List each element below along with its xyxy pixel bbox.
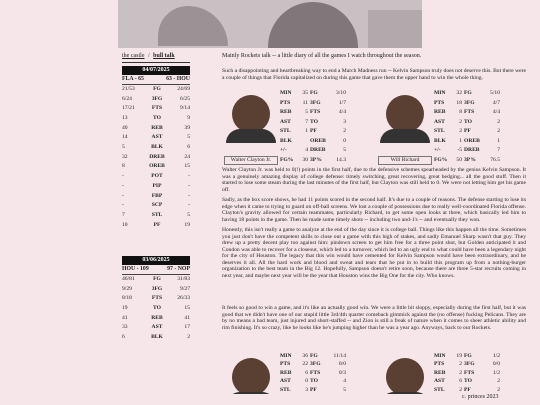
team-a-value: 14	[122, 134, 128, 141]
team-a-value: 41	[122, 314, 128, 321]
player-stats	[434, 352, 526, 394]
player-photo	[376, 352, 434, 394]
player-photo	[376, 89, 434, 165]
stat-label: PTS	[280, 361, 291, 368]
stat-row	[122, 304, 190, 314]
stat-row	[122, 162, 190, 172]
stat-label: MIN	[280, 90, 292, 96]
stat-value: 1/7	[338, 99, 346, 106]
stat-label: FG	[464, 90, 472, 96]
game-teams	[122, 75, 190, 85]
stat-value: 18	[456, 99, 462, 106]
team-a-value: -	[122, 202, 124, 209]
stat-value: 2	[497, 386, 500, 393]
stat-label: FG%	[434, 156, 448, 163]
stat-label: FG	[310, 90, 318, 96]
stat-value: 11/14	[333, 353, 346, 359]
stat-label: OREB	[464, 137, 480, 144]
stat-label: PF	[310, 386, 317, 393]
team-b-score: 97 - NOP	[167, 266, 190, 272]
stat-label: FBP	[151, 192, 163, 199]
stat-label: PTS	[280, 99, 291, 106]
stat-value: 5/10	[490, 90, 500, 96]
article-1-body	[222, 167, 526, 283]
team-a-value: 6	[122, 334, 125, 341]
team-a-value: 40	[122, 124, 128, 131]
team-a-value: 5	[122, 144, 125, 151]
stat-value: 36	[302, 353, 308, 359]
article-paragraph: It feels so good to win a game, and it's like an actually good win. We were a little bit sloppy, especially during the first half, but it was good that we didn't have one of our stupid little 3rd/4th quarter comeback gimmick against the (no offense) fucking Pelicans. They are by no means a bad team, just injured and short-staffed -- and Zion is still a freak of nature when it comes to sheer athletic ability and rim finishing. It's so crazy, like he looks like he's jumping higher than he was a year ago. Anyways, back to our Rockets.	[222, 305, 526, 331]
stat-value: 3	[343, 118, 346, 125]
team-a-value: 13	[122, 115, 128, 122]
stat-value: 35	[302, 90, 308, 96]
team-a-value: -	[122, 192, 124, 199]
stat-label: 3FG	[151, 95, 163, 102]
stat-label: PF	[464, 128, 471, 134]
stat-label: REB	[151, 124, 163, 131]
stat-label: FTS	[310, 109, 321, 115]
stat-row	[122, 133, 190, 143]
team-b-value: -	[188, 173, 190, 180]
stat-label: FG%	[280, 156, 294, 163]
stat-row	[122, 124, 190, 134]
stat-row	[122, 333, 190, 343]
stat-label: PTS	[434, 99, 445, 106]
stat-row	[122, 221, 190, 231]
stat-row	[122, 153, 190, 163]
header-banner-image	[118, 0, 422, 48]
footer-copyright: c. princes 2023	[462, 394, 499, 400]
stat-label: STL	[434, 386, 445, 393]
team-a-value: -	[122, 173, 124, 180]
team-b-value: 26/33	[177, 295, 190, 302]
stat-value: 7	[305, 118, 308, 125]
stat-value: 4	[343, 378, 346, 385]
page-intro: Mainly Rockets talk -- a little diary of all the games I watch throughout the season.	[222, 53, 422, 59]
team-b-value: 24	[184, 153, 190, 160]
player-name: Walter Clayton Jr.	[224, 156, 278, 165]
player-photo	[222, 89, 280, 165]
stat-value: 32	[456, 90, 462, 96]
stat-value: 2	[459, 386, 462, 393]
stat-row	[122, 294, 190, 304]
team-b-value: 2	[187, 334, 190, 341]
stat-label: REB	[280, 109, 292, 115]
team-b-value: 17	[184, 324, 190, 331]
stat-value: 8	[459, 109, 462, 115]
stat-value: 2	[497, 128, 500, 134]
stat-label: 3FG	[310, 99, 321, 106]
team-b-value: 15	[184, 305, 190, 312]
breadcrumb	[122, 53, 175, 60]
stat-row	[122, 192, 190, 202]
nav-link-castle[interactable]: the castle	[122, 53, 145, 59]
stat-label: REB	[280, 369, 292, 376]
stat-label: MIN	[434, 90, 446, 96]
stat-value: 2	[343, 128, 346, 134]
team-a-value: 32	[122, 153, 128, 160]
stat-value: 11	[302, 99, 308, 106]
stat-label: PF	[153, 221, 161, 228]
stat-label: FTS	[151, 295, 163, 302]
team-a-value: 19	[122, 305, 128, 312]
stat-label: FTS	[464, 109, 475, 115]
stat-row	[122, 114, 190, 124]
stat-label: AST	[151, 324, 163, 331]
team-b-value: -	[188, 182, 190, 189]
player-card	[376, 89, 526, 165]
stat-label: TO	[310, 378, 318, 385]
stat-value: 0	[343, 137, 346, 144]
stat-value: 2	[497, 378, 500, 385]
stat-label: AST	[280, 378, 291, 385]
player-card	[376, 352, 526, 394]
stat-label: +/-	[280, 147, 287, 153]
team-b-value: 5	[187, 134, 190, 141]
stat-row	[122, 95, 190, 105]
stat-label: AST	[434, 378, 445, 385]
player-stats	[434, 89, 526, 165]
stat-value: -5	[457, 147, 462, 153]
team-b-value: 24/69	[177, 85, 190, 92]
stat-label: MIN	[434, 353, 446, 359]
stat-value: 30	[302, 156, 308, 163]
stat-value: 2	[459, 361, 462, 368]
team-b-value: 9/27	[180, 285, 190, 292]
stat-label: TO	[153, 305, 161, 312]
stat-label: POT	[151, 173, 163, 180]
stat-label: REB	[434, 109, 446, 115]
stat-label: FTS	[151, 105, 163, 112]
stat-value: 2	[497, 118, 500, 125]
team-a-value: 7	[122, 211, 125, 218]
stat-row	[122, 211, 190, 221]
game-date: 04/07/2025	[122, 66, 190, 75]
stat-label: DREB	[464, 147, 480, 153]
stat-label: BLK	[151, 144, 163, 151]
stat-label: 3FG	[464, 99, 475, 106]
scorebox-game-1	[122, 66, 190, 230]
stat-value: 1	[459, 137, 462, 144]
team-b-value: 9	[187, 115, 190, 122]
stat-label: PTS	[434, 361, 445, 368]
article-paragraph: Honestly, this isn't really a game to analyze at the end of the day since it is college ball. Things like this happen all the time. Sometimes you just don't have the competent skills to close out a game with this high of stakes, and sadly Emanuel Sharp wasn't that guy. They drew up a pretty decent play too against him: pindown screen to get him free for a three point shot, but Golden anticipated it and Condon was able to recover for a closeout, which led to a turnover, which led to an ugly end to what could have been a legendary night for the city of Houston. The legacy that this win would have cemented for Kelvin Sampson would have been extraordinary, and he deserves it all. All the hard work and blood and sweat and tears that he put in to build this program up from a nothing-burger organization to the best team in the Big 12. Hopefully, Sampson doesn't retire soon, because there are three 5-star recruits coming in next year, and maybe next year will be the year that Houston wins the Big One for the city. Who knows.	[222, 227, 526, 279]
stat-label: STL	[434, 128, 445, 134]
stat-value: 3	[305, 386, 308, 393]
article-2-intro	[222, 305, 526, 335]
player-photo	[222, 352, 280, 394]
team-b-value: 5	[187, 211, 190, 218]
stat-value: 50	[456, 156, 462, 163]
stat-value: 2	[459, 118, 462, 125]
stat-label: FTS	[464, 369, 475, 376]
stat-value: 5	[343, 147, 346, 153]
stat-row	[122, 314, 190, 324]
team-a-value: 21/53	[122, 85, 135, 92]
stat-value: 1/2	[492, 353, 500, 359]
stat-label: 3FG	[151, 285, 163, 292]
article-paragraph: Walter Clayton Jr. was held to 0(!) points in the first half, due to the defensive schemes spearheaded by the genius Kelvin Sampson. It was a genuinely amazing display of college defense: timely switching, great recovering, great hedging... all the good stuff. Then it started to lose some steam during the last minutes of the first half, but Clayton was still held to 0. We were not letting him get his game off.	[222, 167, 526, 193]
stat-label: TO	[464, 118, 472, 125]
team-a-value: 33	[122, 324, 128, 331]
player-stats	[280, 352, 372, 394]
stat-value: 1	[305, 128, 308, 134]
team-a-value: 10	[122, 221, 128, 228]
stat-value: 4/4	[338, 109, 346, 115]
stat-label: DREB	[149, 153, 165, 160]
stat-value: 5	[305, 109, 308, 115]
team-b-score: 63 - HOU	[166, 76, 190, 82]
stat-label: STL	[280, 128, 291, 134]
player-card	[222, 89, 372, 165]
team-a-value: -	[122, 182, 124, 189]
stat-value: 2	[459, 369, 462, 376]
stat-label: FG	[153, 275, 161, 282]
stat-label: 3P%	[310, 156, 322, 163]
stat-label: 3FG	[310, 361, 321, 368]
team-a-value: 17/21	[122, 105, 135, 112]
stat-label: DREB	[310, 147, 326, 153]
stat-label: STL	[280, 386, 291, 393]
team-b-value: 31/83	[177, 275, 190, 282]
stat-value: 6	[459, 378, 462, 385]
team-a-score: HOU - 109	[122, 266, 149, 272]
stat-label: SCP	[151, 202, 163, 209]
team-b-value: 6	[187, 144, 190, 151]
scorebox-game-2	[122, 256, 190, 343]
stat-label: BLK	[280, 137, 292, 144]
stat-label: FG	[153, 85, 161, 92]
team-a-value: 6/24	[122, 95, 132, 102]
stat-row	[122, 323, 190, 333]
team-b-value: 9/14	[180, 105, 190, 112]
stat-label: OREB	[310, 137, 326, 144]
team-b-value: -	[188, 192, 190, 199]
stat-label: BLK	[434, 137, 446, 144]
stat-label: FG	[464, 353, 472, 359]
stat-value: 22	[302, 361, 308, 368]
team-a-score: FLA - 65	[122, 76, 144, 82]
stat-label: PF	[310, 128, 317, 134]
team-b-value: 19	[184, 221, 190, 228]
stat-label: AST	[151, 134, 163, 141]
team-b-value: 15	[184, 163, 190, 170]
team-a-value: 8	[122, 163, 125, 170]
breadcrumb-separator: /	[148, 53, 150, 59]
stat-value: 0/0	[492, 361, 500, 368]
stat-label: TO	[310, 118, 318, 125]
team-b-value: 39	[184, 124, 190, 131]
game-teams	[122, 265, 190, 275]
stat-value: 76.5	[490, 156, 500, 163]
stat-value: 4	[305, 147, 308, 153]
stat-value: 4/4	[492, 109, 500, 115]
team-a-value: 46/81	[122, 275, 135, 282]
article-paragraph: Such a disappointing and heartbreaking way to end a March Madness run -- Kelvin Sampson truly does not deserve this. But there were a couple of things that Florida capitalized on during this game that gave them the upper hand to win the whole thing.	[222, 68, 527, 81]
stat-label: +/-	[434, 147, 441, 153]
stat-label: STL	[151, 211, 163, 218]
article-1-intro	[222, 68, 526, 85]
stat-row	[122, 182, 190, 192]
stat-value: 19	[456, 353, 462, 359]
stat-label: AST	[280, 118, 291, 125]
stat-value: 0/0	[338, 361, 346, 368]
stat-value: 1/2	[492, 369, 500, 376]
stat-value: 5	[343, 386, 346, 393]
stat-row	[122, 85, 190, 95]
stat-value: 6	[305, 369, 308, 376]
stat-label: REB	[434, 369, 446, 376]
stat-label: TO	[153, 115, 161, 122]
stat-value	[298, 137, 310, 147]
stat-label: FTS	[310, 369, 321, 376]
game-date: 03/06/2025	[122, 256, 190, 265]
stat-label: 3P%	[464, 156, 476, 163]
stat-label: AST	[434, 118, 445, 125]
stat-label: BLK	[151, 334, 163, 341]
stat-label: MIN	[280, 353, 292, 359]
stat-row	[122, 172, 190, 182]
article-paragraph: Sadly, as the box score shows, he had 11 points scored in the second half. It's due to a couple of reasons. The defense starting to lose its edge when it came to trying to guard on off-ball screens. We lost a couple of possessions due to really well-coordinated Florida offense. Clayton's gravity allowed for certain teammates, particularly Richard, to get some open looks at three, which basically led him to having 18 points in the game. Then he made some timely shots -- including two and-1's -- and eventually they won.	[222, 197, 526, 223]
player-card	[222, 352, 372, 394]
stat-label: REB	[151, 314, 163, 321]
stat-value: 0	[305, 378, 308, 385]
stat-row	[122, 285, 190, 295]
nav-link-bull-talk[interactable]: bull talk	[153, 53, 175, 59]
stat-value: 2	[459, 128, 462, 134]
stat-value: 4/7	[492, 99, 500, 106]
stat-value: 14.3	[336, 156, 346, 163]
stat-label: PIP	[152, 182, 162, 189]
player-stats	[280, 89, 372, 165]
player-cards-1	[222, 89, 526, 165]
stat-value: 7	[497, 147, 500, 153]
team-b-value: 6/25	[180, 95, 190, 102]
player-cards-2	[222, 352, 526, 394]
stat-value: 3/10	[336, 90, 346, 96]
stat-label: PF	[464, 386, 471, 393]
stat-value: 1	[497, 137, 500, 144]
player-name: Will Richard	[378, 156, 432, 165]
stat-label: 3FG	[464, 361, 475, 368]
divider	[122, 62, 190, 63]
stat-row	[122, 275, 190, 285]
stat-row	[122, 104, 190, 114]
stat-label: OREB	[149, 163, 165, 170]
team-b-value: -	[188, 202, 190, 209]
team-a-value: 8/18	[122, 295, 132, 302]
team-a-value: 9/29	[122, 285, 132, 292]
stat-row	[122, 143, 190, 153]
team-b-value: 41	[184, 314, 190, 321]
stat-label: FG	[310, 353, 318, 359]
stat-label: TO	[464, 378, 472, 385]
stat-value: 0/3	[338, 369, 346, 376]
stat-row	[122, 201, 190, 211]
